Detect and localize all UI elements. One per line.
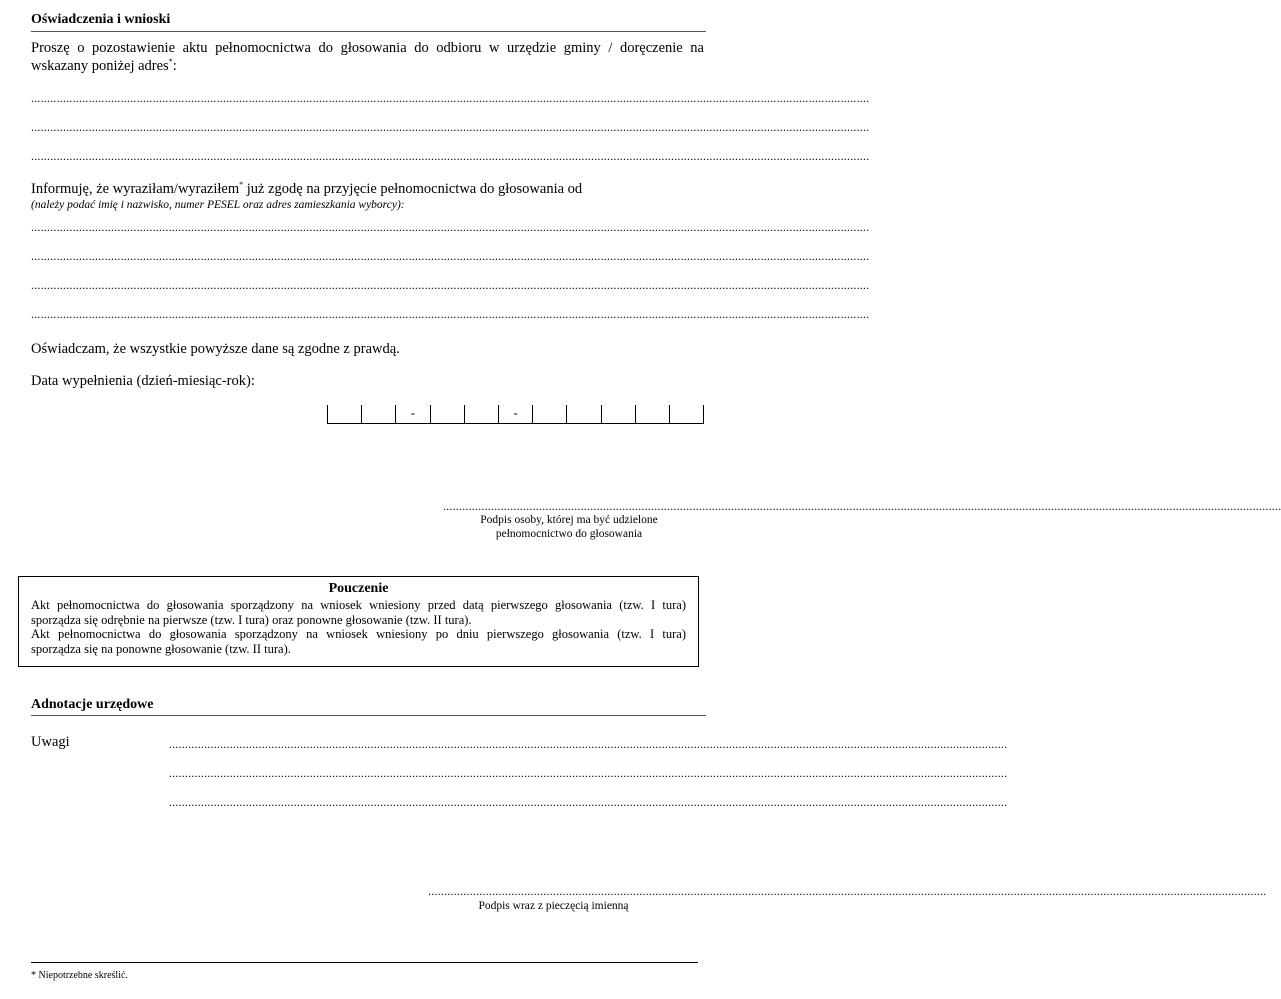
remarks-line-1[interactable]: ...................................................................................................................................................................................................................................................................... — [169, 737, 1008, 751]
signature-caption-line2: pełnomocnictwo do głosowania — [495, 528, 643, 540]
signature-line[interactable]: ...................................................................................................................................................................................................................................................................... — [443, 499, 1281, 513]
request-text-line2: wskazany poniżej adres*: — [31, 57, 177, 74]
request-text-line1: Proszę o pozostawienie aktu pełnomocnictwa do głosowania do odbioru w urzędzie gminy / doręczenie na — [31, 40, 704, 56]
footnote-rule — [31, 962, 698, 963]
notice-box — [18, 576, 699, 667]
notice-p1-line1: Akt pełnomocnictwa do głosowania sporządzony na wniosek wniesiony przed datą pierwszego głosowania (tzw. I tura) — [31, 598, 686, 612]
footnote-mark: * — [168, 57, 173, 67]
official-title: Adnotacje urzędowe — [31, 697, 154, 712]
date-digit-cell[interactable] — [669, 405, 704, 423]
signature-caption-line1: Podpis osoby, której ma być udzielone — [480, 514, 658, 526]
date-input-boxes[interactable] — [327, 405, 704, 424]
voter-line-4[interactable]: ...................................................................................................................................................................................................................................................................... — [31, 307, 870, 321]
date-digit-cell[interactable] — [464, 405, 498, 423]
address-line-1[interactable]: ...................................................................................................................................................................................................................................................................... — [31, 91, 870, 105]
notice-p2-line1: Akt pełnomocnictwa do głosowania sporządzony na wniosek wniesiony po dniu pierwszego głosowania (tzw. I tura) — [31, 627, 686, 641]
notice-p1-line2: sporządza się odrębnie na pierwsze (tzw. I tura) oraz ponowne głosowanie (tzw. II tura). — [31, 612, 472, 627]
footnote-mark: * — [239, 180, 244, 190]
address-line-3[interactable]: ...................................................................................................................................................................................................................................................................... — [31, 149, 870, 163]
official-signature-line[interactable]: ...................................................................................................................................................................................................................................................................... — [428, 884, 1267, 898]
address-line-2[interactable]: ...................................................................................................................................................................................................................................................................... — [31, 120, 870, 134]
notice-p2-line2: sporządza się na ponowne głosowanie (tzw. II tura). — [31, 641, 291, 656]
date-digit-cell[interactable] — [361, 405, 395, 423]
statements-title-rule — [31, 31, 706, 32]
date-digit-cell[interactable] — [532, 405, 566, 423]
date-digit-cell[interactable] — [601, 405, 635, 423]
voter-line-2[interactable]: ...................................................................................................................................................................................................................................................................... — [31, 249, 870, 263]
date-label: Data wypełnienia (dzień-miesiąc-rok): — [31, 373, 255, 389]
notice-paragraph-1 — [31, 598, 686, 627]
date-digit-cell[interactable] — [327, 405, 361, 423]
declaration-text: Oświadczam, że wszystkie powyższe dane są zgodne z prawdą. — [31, 341, 400, 357]
notice-paragraph-2 — [31, 627, 686, 656]
remarks-label: Uwagi — [31, 734, 70, 750]
official-title-rule — [31, 715, 706, 716]
date-separator: - — [395, 405, 429, 423]
notice-title: Pouczenie — [328, 581, 389, 596]
date-digit-cell[interactable] — [635, 405, 669, 423]
date-digit-cell[interactable] — [566, 405, 600, 423]
consent-hint: (należy podać imię i nazwisko, numer PESEL oraz adres zamieszkania wyborcy): — [31, 199, 405, 211]
footnote: * Niepotrzebne skreślić. — [31, 970, 128, 981]
statements-title: Oświadczenia i wnioski — [31, 12, 171, 27]
date-digit-cell[interactable] — [430, 405, 464, 423]
consent-text: Informuję, że wyraziłam/wyraziłem* już zgodę na przyjęcie pełnomocnictwa do głosowania od — [31, 180, 583, 197]
voter-line-3[interactable]: ...................................................................................................................................................................................................................................................................... — [31, 278, 870, 292]
remarks-line-3[interactable]: ...................................................................................................................................................................................................................................................................... — [169, 795, 1008, 809]
signature-caption — [443, 513, 695, 541]
voter-line-1[interactable]: ...................................................................................................................................................................................................................................................................... — [31, 220, 870, 234]
date-separator: - — [498, 405, 532, 423]
remarks-line-2[interactable]: ...................................................................................................................................................................................................................................................................... — [169, 766, 1008, 780]
official-signature-caption: Podpis wraz z pieczęcią imienną — [478, 900, 629, 912]
